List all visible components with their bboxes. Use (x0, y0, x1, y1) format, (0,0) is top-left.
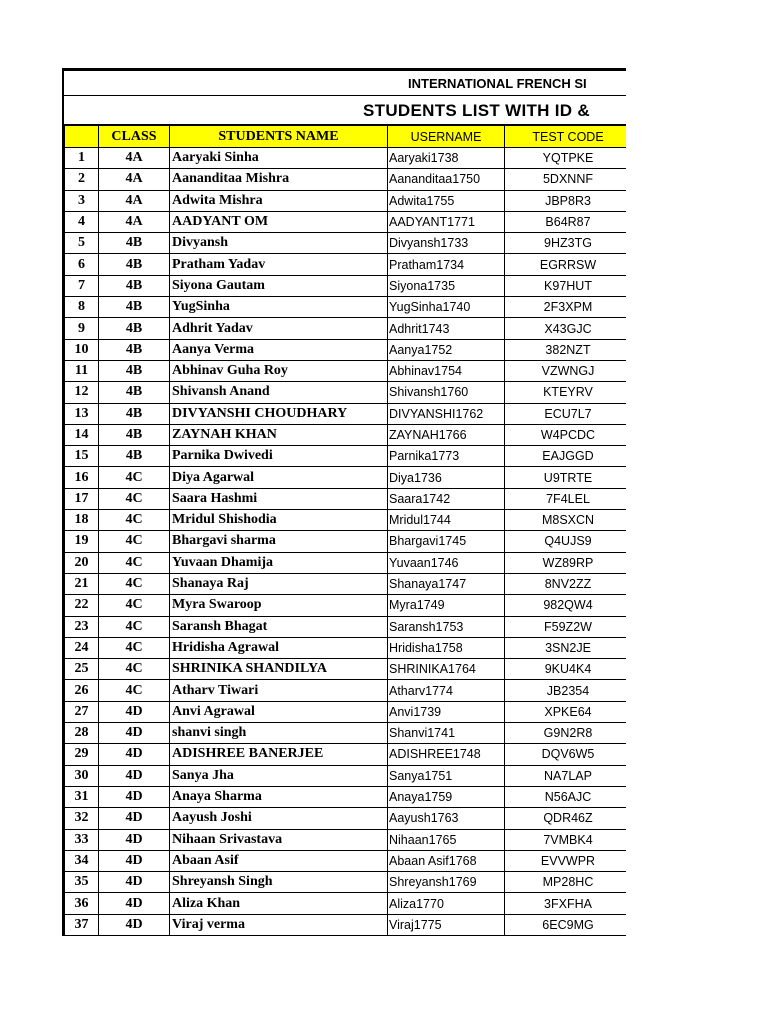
test-code-cell: G9N2R8 (505, 723, 627, 744)
class-cell: 4C (99, 659, 170, 680)
student-name-cell: Abaan Asif (170, 850, 388, 871)
student-name-cell: Viraj verma (170, 914, 388, 935)
class-cell: 4C (99, 552, 170, 573)
table-row (65, 786, 627, 807)
test-code-cell: KTEYRV (505, 382, 627, 403)
student-name-cell: Saransh Bhagat (170, 616, 388, 637)
username-cell: Adwita1755 (388, 190, 505, 211)
username-cell: ZAYNAH1766 (388, 424, 505, 445)
class-cell: 4D (99, 893, 170, 914)
row-number-cell: 28 (65, 723, 99, 744)
class-cell: 4D (99, 765, 170, 786)
username-cell: Divyansh1733 (388, 233, 505, 254)
student-name-cell: Adhrit Yadav (170, 318, 388, 339)
student-name-cell: Anaya Sharma (170, 786, 388, 807)
test-code-cell: MP28HC (505, 872, 627, 893)
username-cell: Adhrit1743 (388, 318, 505, 339)
student-name-cell: Shanaya Raj (170, 573, 388, 594)
student-name-cell: SHRINIKA SHANDILYA (170, 659, 388, 680)
username-cell: DIVYANSHI1762 (388, 403, 505, 424)
table-row (65, 914, 627, 935)
column-header-test-code: TEST CODE (505, 126, 627, 148)
row-number-cell: 33 (65, 829, 99, 850)
class-cell: 4C (99, 573, 170, 594)
username-cell: Pratham1734 (388, 254, 505, 275)
row-number-cell: 12 (65, 382, 99, 403)
student-name-cell: shanvi singh (170, 723, 388, 744)
table-row (65, 190, 627, 211)
column-header-class: CLASS (99, 126, 170, 148)
table-row (65, 467, 627, 488)
table-row (65, 616, 627, 637)
column-header-username: USERNAME (388, 126, 505, 148)
test-code-cell: 3FXFHA (505, 893, 627, 914)
username-cell: Aaryaki1738 (388, 148, 505, 169)
username-cell: Viraj1775 (388, 914, 505, 935)
class-cell: 4D (99, 808, 170, 829)
student-name-cell: Adwita Mishra (170, 190, 388, 211)
username-cell: Yuvaan1746 (388, 552, 505, 573)
student-name-cell: AADYANT OM (170, 211, 388, 232)
row-number-cell: 18 (65, 510, 99, 531)
row-number-cell: 32 (65, 808, 99, 829)
class-cell: 4D (99, 744, 170, 765)
class-cell: 4C (99, 488, 170, 509)
student-name-cell: Anvi Agrawal (170, 701, 388, 722)
test-code-cell: X43GJC (505, 318, 627, 339)
class-cell: 4B (99, 254, 170, 275)
test-code-cell: ECU7L7 (505, 403, 627, 424)
username-cell: ADISHREE1748 (388, 744, 505, 765)
row-number-cell: 8 (65, 297, 99, 318)
username-cell: Shanvi1741 (388, 723, 505, 744)
class-cell: 4D (99, 850, 170, 871)
test-code-cell: F59Z2W (505, 616, 627, 637)
student-name-cell: Sanya Jha (170, 765, 388, 786)
table-row (65, 744, 627, 765)
table-row (65, 637, 627, 658)
class-cell: 4B (99, 275, 170, 296)
test-code-cell: XPKE64 (505, 701, 627, 722)
row-number-cell: 5 (65, 233, 99, 254)
class-cell: 4A (99, 169, 170, 190)
class-cell: 4C (99, 616, 170, 637)
username-cell: Aliza1770 (388, 893, 505, 914)
row-number-cell: 25 (65, 659, 99, 680)
row-number-cell: 23 (65, 616, 99, 637)
row-number-cell: 13 (65, 403, 99, 424)
username-cell: Hridisha1758 (388, 637, 505, 658)
student-name-cell: Bhargavi sharma (170, 531, 388, 552)
table-row (65, 893, 627, 914)
table-row (65, 254, 627, 275)
table-row (65, 169, 627, 190)
test-code-cell: EGRRSW (505, 254, 627, 275)
row-number-cell: 6 (65, 254, 99, 275)
username-cell: Aananditaa1750 (388, 169, 505, 190)
test-code-cell: K97HUT (505, 275, 627, 296)
table-row (65, 701, 627, 722)
username-cell: SHRINIKA1764 (388, 659, 505, 680)
student-name-cell: Pratham Yadav (170, 254, 388, 275)
student-list-sheet (62, 68, 626, 936)
table-row (65, 680, 627, 701)
table-row (65, 872, 627, 893)
row-number-cell: 22 (65, 595, 99, 616)
row-number-cell: 34 (65, 850, 99, 871)
test-code-cell: 9HZ3TG (505, 233, 627, 254)
class-cell: 4D (99, 723, 170, 744)
class-cell: 4B (99, 318, 170, 339)
student-name-cell: Shreyansh Singh (170, 872, 388, 893)
class-cell: 4D (99, 914, 170, 935)
class-cell: 4B (99, 382, 170, 403)
row-number-cell: 30 (65, 765, 99, 786)
test-code-cell: Q4UJS9 (505, 531, 627, 552)
table-row (65, 595, 627, 616)
table-row (65, 382, 627, 403)
table-row (65, 424, 627, 445)
username-cell: Siyona1735 (388, 275, 505, 296)
test-code-cell: VZWNGJ (505, 360, 627, 381)
username-cell: Shanaya1747 (388, 573, 505, 594)
test-code-cell: EVVWPR (505, 850, 627, 871)
username-cell: Aayush1763 (388, 808, 505, 829)
test-code-cell: 982QW4 (505, 595, 627, 616)
table-row (65, 339, 627, 360)
test-code-cell: N56AJC (505, 786, 627, 807)
table-row (65, 211, 627, 232)
table-row (65, 446, 627, 467)
row-number-cell: 10 (65, 339, 99, 360)
test-code-cell: 6EC9MG (505, 914, 627, 935)
student-name-cell: Atharv Tiwari (170, 680, 388, 701)
test-code-cell: 3SN2JE (505, 637, 627, 658)
test-code-cell: U9TRTE (505, 467, 627, 488)
table-row (65, 297, 627, 318)
row-number-cell: 21 (65, 573, 99, 594)
row-number-cell: 4 (65, 211, 99, 232)
row-number-cell: 19 (65, 531, 99, 552)
class-cell: 4D (99, 786, 170, 807)
class-cell: 4B (99, 297, 170, 318)
username-cell: Aanya1752 (388, 339, 505, 360)
table-row (65, 488, 627, 509)
test-code-cell: QDR46Z (505, 808, 627, 829)
table-row (65, 850, 627, 871)
test-code-cell: M8SXCN (505, 510, 627, 531)
student-name-cell: Saara Hashmi (170, 488, 388, 509)
table-row (65, 808, 627, 829)
student-name-cell: YugSinha (170, 297, 388, 318)
table-row (65, 148, 627, 169)
row-number-cell: 2 (65, 169, 99, 190)
row-number-cell: 14 (65, 424, 99, 445)
table-row (65, 275, 627, 296)
class-cell: 4C (99, 680, 170, 701)
student-name-cell: Abhinav Guha Roy (170, 360, 388, 381)
username-cell: Atharv1774 (388, 680, 505, 701)
student-name-cell: Siyona Gautam (170, 275, 388, 296)
username-cell: Shreyansh1769 (388, 872, 505, 893)
class-cell: 4D (99, 701, 170, 722)
username-cell: Mridul1744 (388, 510, 505, 531)
username-cell: Sanya1751 (388, 765, 505, 786)
class-cell: 4C (99, 637, 170, 658)
test-code-cell: YQTPKE (505, 148, 627, 169)
username-cell: Myra1749 (388, 595, 505, 616)
username-cell: Saara1742 (388, 488, 505, 509)
row-number-cell: 29 (65, 744, 99, 765)
row-number-cell: 9 (65, 318, 99, 339)
row-number-cell: 36 (65, 893, 99, 914)
class-cell: 4B (99, 233, 170, 254)
username-cell: Bhargavi1745 (388, 531, 505, 552)
table-row (65, 233, 627, 254)
class-cell: 4D (99, 829, 170, 850)
row-number-cell: 31 (65, 786, 99, 807)
class-cell: 4A (99, 148, 170, 169)
row-number-cell: 37 (65, 914, 99, 935)
student-name-cell: Aananditaa Mishra (170, 169, 388, 190)
test-code-cell: WZ89RP (505, 552, 627, 573)
header-row (65, 126, 627, 148)
student-name-cell: Parnika Dwivedi (170, 446, 388, 467)
test-code-cell: 8NV2ZZ (505, 573, 627, 594)
student-name-cell: ZAYNAH KHAN (170, 424, 388, 445)
student-name-cell: Hridisha Agrawal (170, 637, 388, 658)
class-cell: 4B (99, 446, 170, 467)
table-row (65, 510, 627, 531)
table-row (65, 723, 627, 744)
username-cell: Abhinav1754 (388, 360, 505, 381)
student-name-cell: Aanya Verma (170, 339, 388, 360)
table-row (65, 360, 627, 381)
class-cell: 4C (99, 510, 170, 531)
table-row (65, 552, 627, 573)
test-code-cell: 5DXNNF (505, 169, 627, 190)
username-cell: Anaya1759 (388, 786, 505, 807)
row-number-cell: 35 (65, 872, 99, 893)
test-code-cell: W4PCDC (505, 424, 627, 445)
row-number-cell: 16 (65, 467, 99, 488)
username-cell: Abaan Asif1768 (388, 850, 505, 871)
table-row (65, 318, 627, 339)
username-cell: Anvi1739 (388, 701, 505, 722)
test-code-cell: JBP8R3 (505, 190, 627, 211)
test-code-cell: EAJGGD (505, 446, 627, 467)
test-code-cell: 7F4LEL (505, 488, 627, 509)
class-cell: 4B (99, 424, 170, 445)
row-number-cell: 3 (65, 190, 99, 211)
test-code-cell: 9KU4K4 (505, 659, 627, 680)
table-row (65, 659, 627, 680)
student-name-cell: DIVYANSHI CHOUDHARY (170, 403, 388, 424)
column-header-students-name: STUDENTS NAME (170, 126, 388, 148)
table-row (65, 765, 627, 786)
row-number-cell: 15 (65, 446, 99, 467)
row-number-cell: 24 (65, 637, 99, 658)
student-name-cell: Diya Agarwal (170, 467, 388, 488)
username-cell: Nihaan1765 (388, 829, 505, 850)
table-row (65, 829, 627, 850)
row-number-cell: 26 (65, 680, 99, 701)
class-cell: 4B (99, 339, 170, 360)
username-cell: AADYANT1771 (388, 211, 505, 232)
student-name-cell: Shivansh Anand (170, 382, 388, 403)
student-name-cell: Aaryaki Sinha (170, 148, 388, 169)
test-code-cell: 7VMBK4 (505, 829, 627, 850)
username-cell: Saransh1753 (388, 616, 505, 637)
test-code-cell: NA7LAP (505, 765, 627, 786)
student-name-cell: Aliza Khan (170, 893, 388, 914)
class-cell: 4C (99, 595, 170, 616)
student-name-cell: Myra Swaroop (170, 595, 388, 616)
student-name-cell: Divyansh (170, 233, 388, 254)
students-table-body (65, 148, 627, 936)
test-code-cell: 2F3XPM (505, 297, 627, 318)
student-name-cell: Yuvaan Dhamija (170, 552, 388, 573)
student-name-cell: ADISHREE BANERJEE (170, 744, 388, 765)
student-name-cell: Mridul Shishodia (170, 510, 388, 531)
username-cell: Diya1736 (388, 467, 505, 488)
student-name-cell: Aayush Joshi (170, 808, 388, 829)
students-table (64, 125, 626, 936)
class-cell: 4C (99, 467, 170, 488)
row-number-cell: 27 (65, 701, 99, 722)
class-cell: 4A (99, 211, 170, 232)
test-code-cell: DQV6W5 (505, 744, 627, 765)
class-cell: 4B (99, 360, 170, 381)
table-row (65, 403, 627, 424)
table-row (65, 573, 627, 594)
row-number-cell: 11 (65, 360, 99, 381)
class-cell: 4D (99, 872, 170, 893)
test-code-cell: B64R87 (505, 211, 627, 232)
test-code-cell: 382NZT (505, 339, 627, 360)
class-cell: 4A (99, 190, 170, 211)
row-number-cell: 17 (65, 488, 99, 509)
row-number-cell: 1 (65, 148, 99, 169)
table-row (65, 531, 627, 552)
class-cell: 4C (99, 531, 170, 552)
column-header-number (65, 126, 99, 148)
row-number-cell: 20 (65, 552, 99, 573)
test-code-cell: JB2354 (505, 680, 627, 701)
username-cell: Shivansh1760 (388, 382, 505, 403)
row-number-cell: 7 (65, 275, 99, 296)
school-title: INTERNATIONAL FRENCH SI (64, 71, 626, 96)
list-subtitle: STUDENTS LIST WITH ID & (64, 96, 626, 125)
username-cell: YugSinha1740 (388, 297, 505, 318)
username-cell: Parnika1773 (388, 446, 505, 467)
student-name-cell: Nihaan Srivastava (170, 829, 388, 850)
class-cell: 4B (99, 403, 170, 424)
